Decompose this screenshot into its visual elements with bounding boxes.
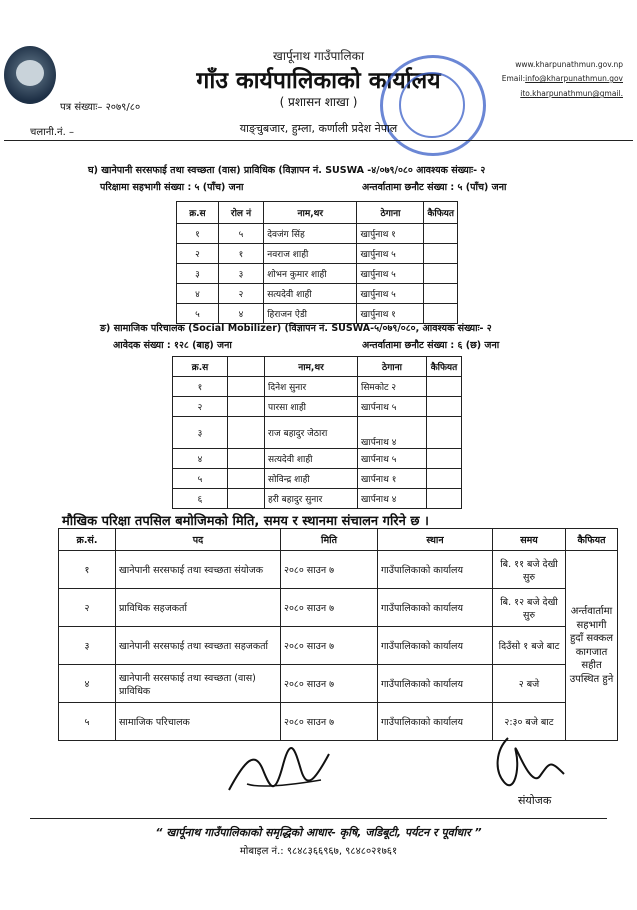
table-row [59,551,618,589]
cell-address: खार्पुनाथ ५ [357,284,424,304]
table-row [177,284,458,304]
table-row [59,589,618,627]
cell-post: खानेपानी सरसफाई तथा स्वच्छता सहजकर्ता [116,627,281,665]
email-primary[interactable] [502,74,623,83]
cell-roll: २ [218,284,263,304]
cell-remark [427,397,462,417]
cell-time: २ बजे [493,665,566,703]
cell-roll: ४ [218,304,263,324]
cell-time: बि. ११ बजे देखी सुरु [493,551,566,589]
cell-remark [424,244,458,264]
cell-address: खार्पनाथ ४ [358,417,427,449]
col-remark: कैफियत [427,357,462,377]
cell-name: पारसा शाही [265,397,358,417]
col-sn: क्र.सं. [59,529,116,551]
cell-post: सामाजिक परिचालक [116,703,281,741]
cell-roll: १ [218,244,263,264]
cell-sn: १ [59,551,116,589]
col-time: समय [493,529,566,551]
signature-right-icon [490,730,570,795]
cell-venue: गाउँपालिकाको कार्यालय [378,589,493,627]
header-divider [4,140,633,141]
cell-venue: गाउँपालिकाको कार्यालय [378,627,493,665]
cell-address: खार्पुनाथ ५ [357,264,424,284]
table-header-row [173,357,462,377]
section1-shortlisted: अन्तर्वातामा छनौट संख्या : ५ (पाँच) जना [362,182,507,193]
col-name: नाम,थर [264,202,357,224]
cell-remark [427,377,462,397]
cell-address: खार्पुनाथ १ [357,304,424,324]
col-remark: कैफियत [424,202,458,224]
cell-time: बि. १२ बजे देखी सुरु [493,589,566,627]
office-name-small: खार्पूनाथ गाउँपालिका [273,49,364,63]
cell-remark: अर्न्तवार्तामा सहभागी हुदाँ सक्कल कागजात सहीत उपस्थित हुने [566,551,618,741]
col-post: पद [116,529,281,551]
table-row [173,449,462,469]
cell-venue: गाउँपालिकाको कार्यालय [378,551,493,589]
email-primary-address[interactable]: info@kharpunathmun.gov [525,74,623,83]
cell-sn: २ [59,589,116,627]
cell-sn: ५ [59,703,116,741]
cell-address: खार्पनाथ ५ [358,449,427,469]
signatory-title: संयोजक [518,794,552,807]
footer-divider [30,818,607,819]
cell-time: २:३० बजे बाट [493,703,566,741]
cell-address: खार्पनाथ ४ [358,489,427,509]
cell-name: शोभन कुमार शाही [264,264,357,284]
cell-post: खानेपानी सरसफाई तथा स्वच्छता (वास) प्राविधिक [116,665,281,703]
section1-table [176,201,458,324]
cell-sn: २ [177,244,219,264]
table-row [59,627,618,665]
table-row [177,264,458,284]
section2-title: ङ) सामाजिक परिचालक (Social Mobilizer) (विज्ञापन नं. SUSWA-५/०७९/०८०, आवश्यक संख्याः- २ [100,323,492,334]
cell-date: २०८० साउन ७ [281,665,378,703]
cell-remark [427,417,462,449]
schedule-table [58,528,618,741]
col-date: मिति [281,529,378,551]
cell-post: प्राविधिक सहजकर्ता [116,589,281,627]
table-row [173,489,462,509]
cell-sn: २ [173,397,228,417]
cell-blank [228,377,265,397]
cell-address: खार्पनाथ १ [358,469,427,489]
table-row [173,377,462,397]
section2-shortlisted: अन्तर्वातामा छनौट संख्या : ६ (छ) जना [362,340,500,351]
cell-sn: ५ [177,304,219,324]
cell-blank [228,469,265,489]
col-roll: रोल नं [218,202,263,224]
section2-applicants: आवेदक संख्या : १२८ (बाह) जना [113,340,232,351]
col-sn: क्र.स [177,202,219,224]
cell-address: सिमकोट २ [358,377,427,397]
table-row [59,665,618,703]
cell-name: हरी बहादुर सुनार [265,489,358,509]
cell-date: २०८० साउन ७ [281,551,378,589]
col-blank [228,357,265,377]
cell-post: खानेपानी सरसफाई तथा स्वच्छता संयोजक [116,551,281,589]
email-secondary[interactable]: ito.kharpunathmun@gmail. [520,89,623,98]
cell-blank [228,397,265,417]
footer-mobile: मोबाइल नं.: ९८४८३६६९६७, ९८४८०२१७६१ [239,846,398,857]
cell-venue: गाउँपालिकाको कार्यालय [378,665,493,703]
col-remark: कैफियत [566,529,618,551]
col-address: ठेगाना [358,357,427,377]
cell-name: दिनेश सुनार [265,377,358,397]
cell-remark [424,284,458,304]
cell-sn: १ [177,224,219,244]
section1-participants: परिक्षामा सहभागी संख्या : ५ (पाँच) जना [100,182,244,193]
office-address: याङ्चुबजार, हुम्ला, कर्णाली प्रदेश नेपाल [239,122,398,135]
cell-sn: ५ [173,469,228,489]
cell-blank [228,417,265,449]
cell-date: २०८० साउन ७ [281,703,378,741]
letter-number: पत्र संख्याः– २०७९/८० [60,102,141,113]
cell-sn: ३ [59,627,116,665]
schedule-caption: मौखिक परिक्षा तपसिल बमोजिमको मिति, समय र स्थानमा संचालन गरिने छ । [62,514,429,529]
cell-roll: ५ [218,224,263,244]
cell-name: सोविन्द्र शाही [265,469,358,489]
website-link[interactable]: www.kharpunathmun.gov.np [515,60,623,69]
cell-name: राज बहादुर जेठारा [265,417,358,449]
cell-sn: ३ [177,264,219,284]
table-row [177,244,458,264]
table-header-row [59,529,618,551]
cell-remark [424,224,458,244]
signature-left-icon [225,740,335,800]
cell-name: सत्यदेवी शाही [265,449,358,469]
col-venue: स्थान [378,529,493,551]
cell-address: खार्पनाथ ५ [358,397,427,417]
cell-name: हिराजन ऐडी [264,304,357,324]
cell-remark [424,264,458,284]
table-row [173,397,462,417]
cell-date: २०८० साउन ७ [281,627,378,665]
cell-sn: ६ [173,489,228,509]
cell-address: खार्पुनाथ १ [357,224,424,244]
office-name-big: गाँउ कार्यपालिकाको कार्यालय [196,68,441,94]
col-name: नाम,थर [265,357,358,377]
section1-title: घ) खानेपानी सरसफाई तथा स्वच्छता (वास) प्राविधिक (विज्ञापन नं. SUSWA -४/०७९/०८० आवश्यक संख्याः- २ [88,165,486,176]
reference-number: चलानी.नं. – [30,127,74,138]
cell-address: खार्पुनाथ ५ [357,244,424,264]
cell-sn: ४ [59,665,116,703]
section2-table [172,356,462,509]
cell-venue: गाउँपालिकाको कार्यालय [378,703,493,741]
cell-remark [427,469,462,489]
cell-roll: ३ [218,264,263,284]
col-sn: क्र.स [173,357,228,377]
table-row [173,469,462,489]
cell-sn: ४ [173,449,228,469]
table-header-row [177,202,458,224]
cell-name: नवराज शाही [264,244,357,264]
table-row [173,417,462,449]
cell-name: देवजंग सिंह [264,224,357,244]
footer-motto: “ खार्पूनाथ गाउँपालिकाको समृद्धिको आधार- कृषि, जडिबूटी, पर्यटन र पूर्वाधार ” [155,826,482,839]
cell-sn: ४ [177,284,219,304]
email-label: Email: [501,74,526,83]
cell-sn: ३ [173,417,228,449]
col-address: ठेगाना [357,202,424,224]
cell-remark [427,489,462,509]
cell-name: सत्यदेवी शाही [264,284,357,304]
cell-date: २०८० साउन ७ [281,589,378,627]
cell-remark [427,449,462,469]
cell-sn: १ [173,377,228,397]
cell-blank [228,489,265,509]
cell-blank [228,449,265,469]
cell-time: दिउँसो १ बजे बाट [493,627,566,665]
office-branch: ( प्रशासन शाखा ) [279,95,358,109]
table-row [177,224,458,244]
